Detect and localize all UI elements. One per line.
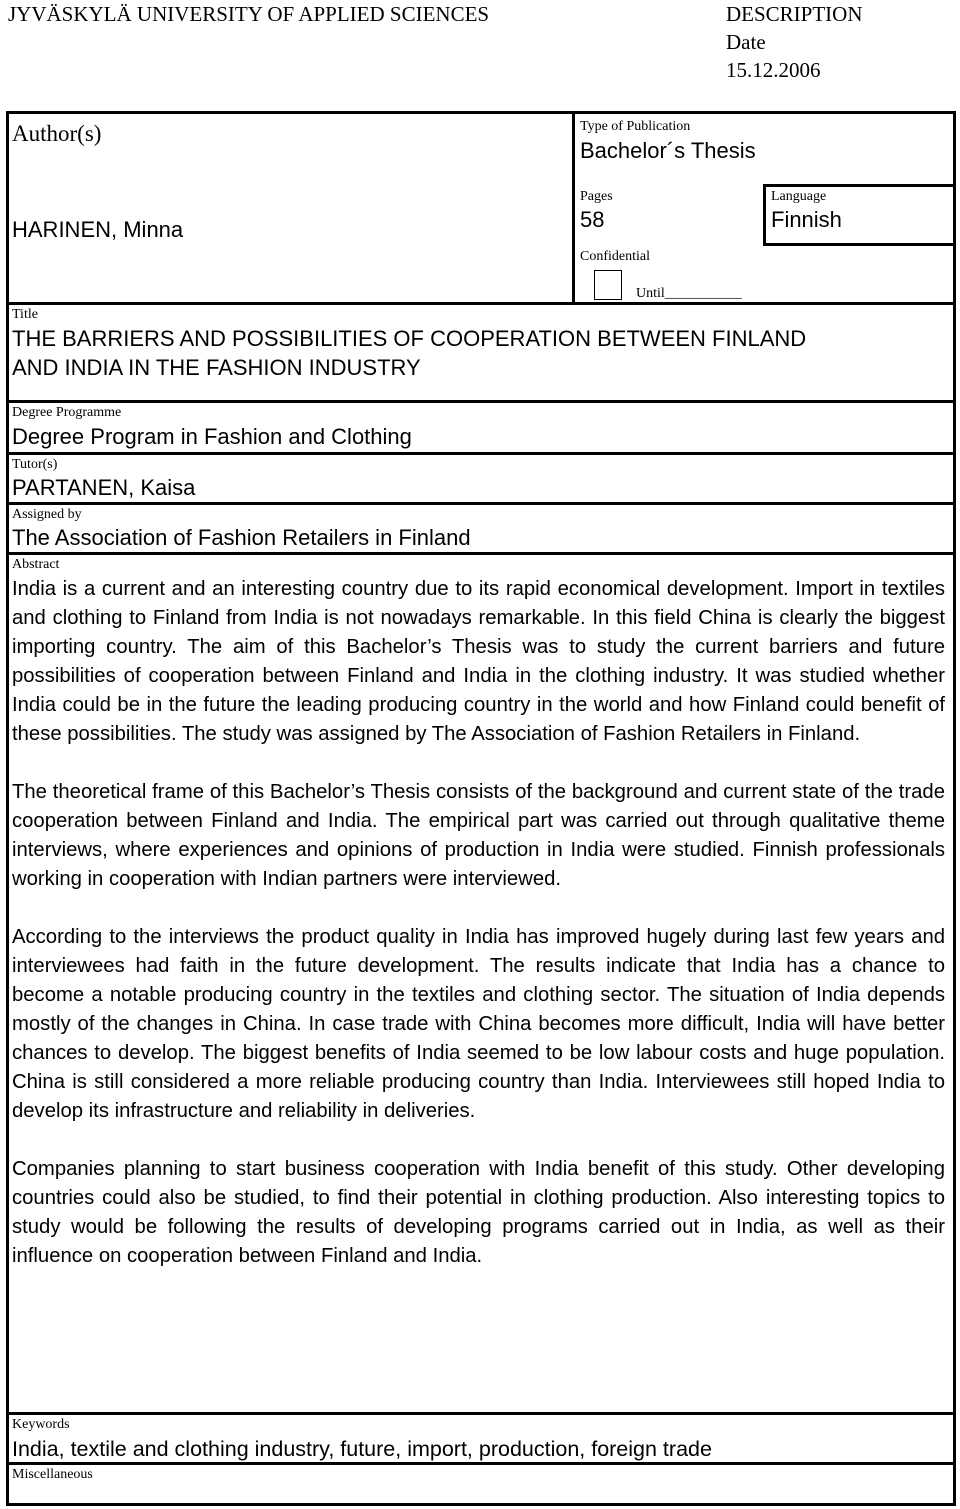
institution-name: JYVÄSKYLÄ UNIVERSITY OF APPLIED SCIENCES — [8, 2, 490, 26]
degree-label: Degree Programme — [12, 405, 122, 420]
publication-type-value: Bachelor´s Thesis — [580, 138, 756, 163]
miscellaneous-label: Miscellaneous — [12, 1467, 93, 1482]
author-value: HARINEN, Minna — [12, 217, 184, 242]
abstract-body — [12, 575, 945, 1271]
confidential-label: Confidential — [580, 249, 650, 264]
abstract-paragraph: Companies planning to start business cooperation with India benefit of this study. Other developing countries could also be studied, to find their potential in clothing production. Also interesting topics to study would be following the results of developing programs carried out in India, as well as their influence on cooperation between Finland and India. — [12, 1158, 945, 1267]
abstract-label: Abstract — [12, 557, 60, 572]
publication-type-label: Type of Publication — [580, 119, 691, 134]
assigned-value: The Association of Fashion Retailers in Finland — [12, 525, 471, 550]
document-type: DESCRIPTION — [726, 2, 863, 26]
abstract-paragraph: The theoretical frame of this Bachelor’s Thesis consists of the background and current state of the trade cooperation between Finland and India. The empirical part was carried out through qualitative theme interviews, where experiences and opinions of production in India were studied. Finnish professionals working in cooperation with Indian partners were interviewed. — [12, 781, 945, 890]
assigned-label: Assigned by — [12, 507, 82, 522]
confidential-checkbox[interactable] — [594, 270, 622, 300]
language-value: Finnish — [771, 207, 842, 232]
keywords-label: Keywords — [12, 1417, 70, 1432]
language-label: Language — [771, 189, 827, 204]
date-label: Date — [726, 30, 766, 54]
abstract-paragraph: According to the interviews the product quality in India has improved hugely during last few years and interviewees had faith in the future development. The results indicate that India has a chance to become a notable producing country in the textiles and clothing sector. The situation of India depends mostly of the changes in China. In case trade with China becomes more difficult, India will have better chances to develop. The biggest benefits of India seemed to be low labour costs and huge population. China is still considered a more reliable producing country than India. Interviewees still hoped India to develop its infrastructure and reliability in deliveries. — [12, 926, 945, 1122]
pages-value: 58 — [580, 207, 605, 232]
title-label: Title — [12, 307, 38, 322]
thesis-title-line2: AND INDIA IN THE FASHION INDUSTRY — [12, 355, 421, 380]
date-value: 15.12.2006 — [726, 58, 821, 82]
abstract-paragraph: India is a current and an interesting country due to its rapid economical development. Import in textiles and clothing to Finland from India is not nowadays remarkable. In this field China is clearly the biggest importing country. The aim of this Bachelor’s Thesis was to study the current barriers and future possibilities of cooperation between Finland and India in the clothing industry. It was studied whether India could be in the future the leading producing country in the world and how Finland could benefit of these possibilities. The study was assigned by The Association of Fashion Retailers in Finland. — [12, 578, 945, 745]
keywords-value: India, textile and clothing industry, future, import, production, foreign trade — [12, 1437, 712, 1461]
until-label: Until___________ — [636, 286, 742, 301]
degree-value: Degree Program in Fashion and Clothing — [12, 424, 412, 449]
pages-label: Pages — [580, 189, 613, 204]
author-label: Author(s) — [12, 121, 102, 146]
thesis-title-line1: THE BARRIERS AND POSSIBILITIES OF COOPERATION BETWEEN FINLAND — [12, 326, 807, 351]
tutor-label: Tutor(s) — [12, 457, 58, 472]
tutor-value: PARTANEN, Kaisa — [12, 475, 196, 500]
